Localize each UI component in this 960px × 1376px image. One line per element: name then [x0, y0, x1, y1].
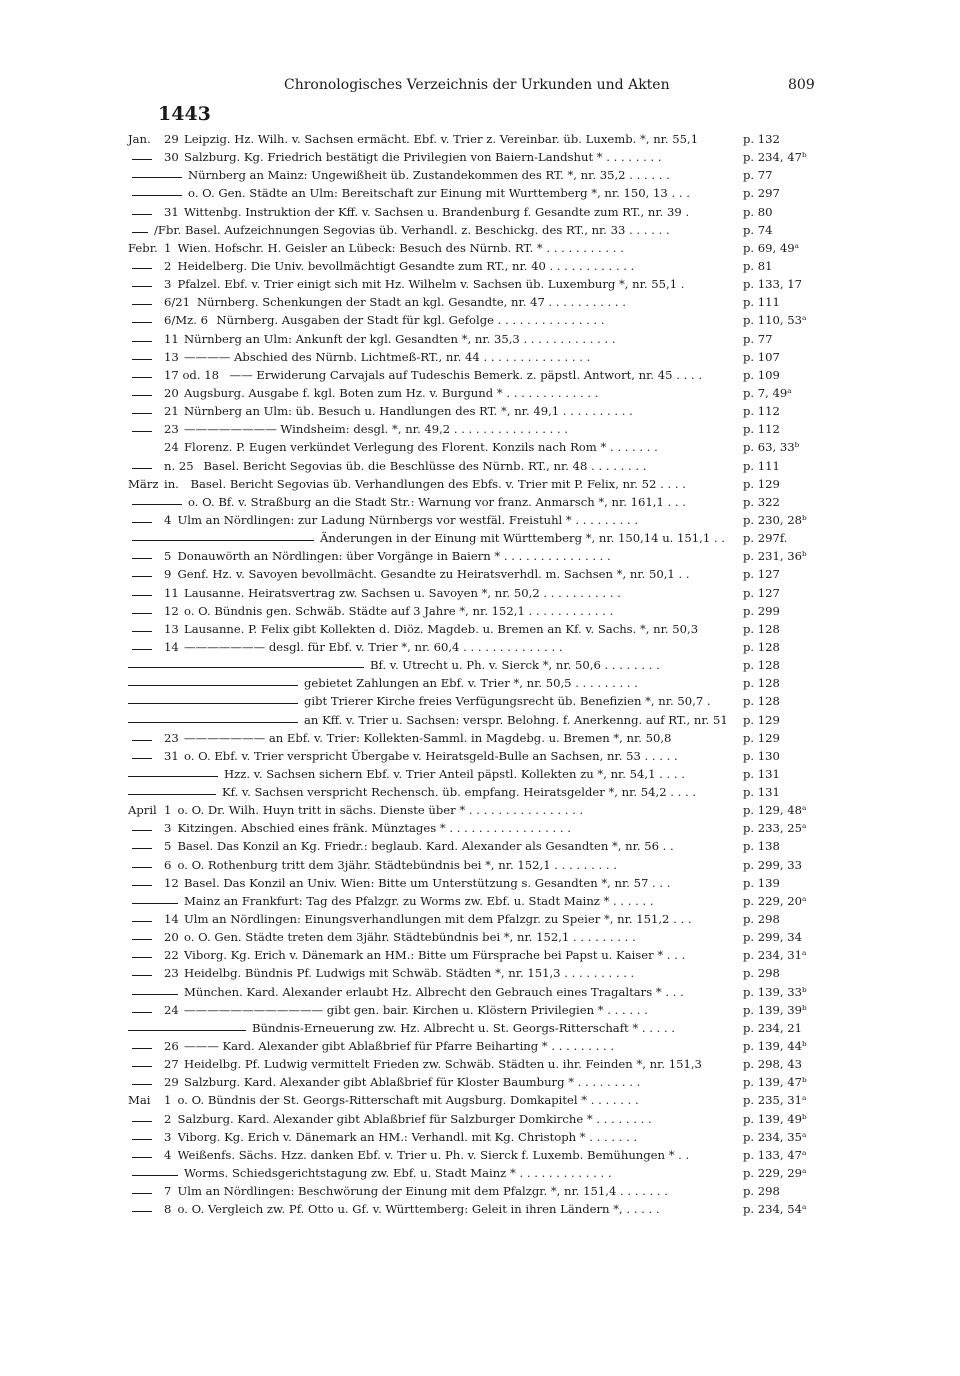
entry-row: [128, 148, 828, 166]
ditto-dash: [132, 558, 152, 559]
entry-page-ref: p. 74: [743, 222, 773, 237]
entry-text: Viborg. Kg. Erich v. Dänemark an HM.: Bitte um Fürsprache bei Papst u. Kaiser * . . .: [184, 948, 686, 963]
ditto-dash: [128, 794, 216, 795]
entry-text: Pfalzel. Ebf. v. Trier einigt sich mit Hz. Wilhelm v. Sachsen üb. Luxemburg *, nr. 55,1 .: [177, 277, 685, 292]
entry-row: [128, 946, 828, 964]
entry-day: 13: [164, 621, 179, 636]
entry-text: o. O. Dr. Wilh. Huyn tritt in sächs. Dienste über * . . . . . . . . . . . . . . . .: [177, 803, 584, 818]
entry-page-ref: p. 299, 34: [743, 930, 803, 945]
entry-page-ref: p. 131: [743, 766, 780, 781]
entry-text: Heidelbg. Pf. Ludwig vermittelt Frieden zw. Schwäb. Städten u. ihr. Feinden *, nr. 151,3: [184, 1057, 702, 1072]
entry-page-ref: p. 133, 17: [743, 277, 803, 292]
entry-text: Donauwörth an Nördlingen: über Vorgänge in Baiern * . . . . . . . . . . . . . . .: [177, 549, 611, 564]
entry-page-ref: p. 139: [743, 875, 780, 890]
entry-page-ref: p. 132: [743, 132, 780, 146]
entry-page-ref: p. 234, 47ᵇ: [743, 150, 807, 165]
entry-text: o. O. Vergleich zw. Pf. Otto u. Gf. v. Württemberg: Geleit in ihren Ländern *, . . . . .: [177, 1202, 660, 1217]
entry-page-ref: p. 129, 48ᵃ: [743, 803, 807, 818]
entry-day: 22: [164, 948, 179, 963]
entry-day: 6/21: [164, 295, 191, 310]
ditto-dash: [132, 468, 152, 469]
entry-day: 21: [164, 404, 179, 419]
entry-row: [128, 674, 828, 692]
entry-page-ref: p. 298: [743, 966, 780, 981]
entry-text: Nürnberg an Ulm: üb. Besuch u. Handlungen des RT. *, nr. 49,1 . . . . . . . . . .: [184, 404, 633, 419]
entry-day: 14: [164, 912, 179, 927]
entry-page-ref: p. 139, 49ᵇ: [743, 1111, 807, 1126]
entry-page-ref: p. 139, 33ᵇ: [743, 984, 807, 999]
entry-row: [128, 348, 828, 366]
entry-row: [128, 620, 828, 638]
entry-page-ref: p. 297: [743, 186, 780, 201]
entry-page-ref: p. 299, 33: [743, 857, 803, 872]
ditto-dash: [132, 595, 152, 596]
entry-row: [128, 892, 828, 910]
entry-text: gebietet Zahlungen an Ebf. v. Trier *, nr. 50,5 . . . . . . . . .: [304, 676, 638, 691]
entry-row: [128, 311, 828, 329]
ditto-dash: [132, 159, 152, 160]
entry-day: 12: [164, 875, 179, 890]
entry-row: [128, 275, 828, 293]
entry-row: [128, 130, 828, 148]
entry-row: [128, 257, 828, 275]
entry-page-ref: p. 298: [743, 1184, 780, 1199]
ditto-dash: [132, 1121, 152, 1122]
entry-day: 2: [164, 258, 172, 273]
ditto-dash: [128, 1030, 246, 1031]
entry-page-ref: p. 110, 53ᵃ: [743, 313, 807, 328]
ditto-dash: [132, 957, 152, 958]
entry-row: [128, 783, 828, 801]
entry-text: ——— Kard. Alexander gibt Ablaßbrief für Pfarre Beiharting * . . . . . . . . .: [184, 1039, 615, 1054]
entry-row: [128, 584, 828, 602]
entry-day: 5: [164, 839, 172, 854]
entry-row: [128, 874, 828, 892]
entry-row: [128, 203, 828, 221]
ditto-dash: [132, 232, 148, 233]
ditto-dash: [128, 685, 298, 686]
ditto-dash: [132, 921, 152, 922]
entry-row: [128, 511, 828, 529]
page-number: 809: [788, 77, 815, 93]
entry-page-ref: p. 133, 47ᵃ: [743, 1147, 807, 1162]
entry-month: April: [128, 803, 157, 818]
entry-row: [128, 1019, 828, 1037]
entry-day: 23: [164, 730, 179, 745]
entry-day: 7: [164, 1184, 172, 1199]
entry-text: Viborg. Kg. Erich v. Dänemark an HM.: Verhandl. mit Kg. Christoph * . . . . . . .: [177, 1129, 638, 1144]
entry-day: 24: [164, 1002, 179, 1017]
ditto-dash: [132, 1157, 152, 1158]
entry-text: o. O. Ebf. v. Trier verspricht Übergabe v. Heiratsgeld-Bulle an Sachsen, nr. 53 . . . . .: [184, 748, 678, 763]
entry-page-ref: p. 128: [743, 694, 780, 709]
entry-page-ref: p. 109: [743, 367, 780, 382]
entry-row: [128, 1200, 828, 1218]
entry-row: [128, 983, 828, 1001]
entry-day: 27: [164, 1057, 179, 1072]
entry-day: 4: [164, 512, 172, 527]
running-header-title: Chronologisches Verzeichnis der Urkunden und Akten: [284, 77, 670, 93]
entry-page-ref: p. 322: [743, 494, 780, 509]
ditto-dash: [128, 776, 218, 777]
entry-day: 14: [164, 639, 179, 654]
ditto-dash: [132, 268, 152, 269]
ditto-dash: [132, 504, 182, 505]
entry-list: [128, 130, 828, 1218]
entry-row: [128, 166, 828, 184]
ditto-dash: [128, 667, 364, 668]
entry-day: 30: [164, 150, 179, 165]
entry-text: Heidelbg. Bündnis Pf. Ludwigs mit Schwäb. Städten *, nr. 151,3 . . . . . . . . . .: [184, 966, 635, 981]
entry-row: [128, 602, 828, 620]
entry-page-ref: p. 77: [743, 168, 773, 183]
entry-row: [128, 819, 828, 837]
ditto-dash: [132, 994, 178, 995]
entry-row: [128, 529, 828, 547]
entry-day: 6: [164, 857, 172, 872]
entry-text: o. O. Bf. v. Straßburg an die Stadt Str.: Warnung vor franz. Anmarsch *, nr. 161,1 . . .: [188, 494, 686, 509]
entry-text: an Kff. v. Trier u. Sachsen: verspr. Belohng. f. Anerkenng. auf RT., nr. 51: [304, 712, 728, 727]
entry-text: ———— Abschied des Nürnb. Lichtmeß-RT., nr. 44 . . . . . . . . . . . . . . .: [184, 349, 591, 364]
entry-text: Änderungen in der Einung mit Württemberg *, nr. 150,14 u. 151,1 . .: [320, 531, 725, 546]
year-heading: 1443: [158, 103, 211, 125]
entry-day: 3: [164, 1129, 172, 1144]
entry-row: [128, 475, 828, 493]
entry-page-ref: p. 129: [743, 712, 780, 727]
entry-page-ref: p. 128: [743, 621, 780, 636]
entry-row: [128, 1164, 828, 1182]
entry-page-ref: p. 7, 49ᵃ: [743, 385, 792, 400]
ditto-dash: [132, 341, 152, 342]
ditto-dash: [132, 903, 178, 904]
ditto-dash: [132, 431, 152, 432]
entry-day: 13: [164, 349, 179, 364]
entry-text: Bündnis-Erneuerung zw. Hz. Albrecht u. St. Georgs-Ritterschaft * . . . . .: [252, 1020, 675, 1035]
ditto-dash: [132, 740, 152, 741]
entry-day: 23: [164, 422, 179, 437]
entry-row: [128, 729, 828, 747]
entry-row: [128, 964, 828, 982]
entry-page-ref: p. 128: [743, 639, 780, 654]
entry-text: o. O. Gen. Städte an Ulm: Bereitschaft zur Einung mit Wurttemberg *, nr. 150, 13 . . .: [188, 186, 690, 201]
entry-day: 12: [164, 603, 179, 618]
ditto-dash: [132, 1139, 152, 1140]
entry-day: 17 od. 18: [164, 367, 219, 382]
entry-row: [128, 1073, 828, 1091]
entry-day: 20: [164, 930, 179, 945]
entry-page-ref: p. 131: [743, 785, 780, 800]
entry-text: Leipzig. Hz. Wilh. v. Sachsen ermächt. Ebf. v. Trier z. Vereinbar. üb. Luxemb. *, nr. 55,1: [184, 132, 699, 146]
entry-text: Kitzingen. Abschied eines fränk. Münztages * . . . . . . . . . . . . . . . . .: [177, 821, 571, 836]
ditto-dash: [132, 975, 152, 976]
entry-page-ref: p. 229, 29ᵃ: [743, 1166, 807, 1181]
ditto-dash: [132, 377, 152, 378]
entry-day: 11: [164, 585, 179, 600]
entry-text: Lausanne. P. Felix gibt Kollekten d. Diöz. Magdeb. u. Bremen an Kf. v. Sachs. *, nr. 50,3: [184, 621, 699, 636]
entry-page-ref: p. 80: [743, 204, 773, 219]
entry-row: [128, 330, 828, 348]
entry-page-ref: p. 230, 28ᵇ: [743, 512, 807, 527]
entry-page-ref: p. 69, 49ᵃ: [743, 240, 800, 255]
entry-day: 5: [164, 549, 172, 564]
ditto-dash: [132, 758, 152, 759]
entry-page-ref: p. 112: [743, 422, 780, 437]
ditto-dash: [132, 939, 152, 940]
entry-day: 1: [164, 1093, 172, 1108]
entry-day: 31: [164, 204, 179, 219]
entry-month: Jan.: [128, 132, 151, 146]
entry-page-ref: p. 63, 33ᵇ: [743, 440, 800, 455]
entry-text: o. O. Bündnis gen. Schwäb. Städte auf 3 Jahre *, nr. 152,1 . . . . . . . . . . . .: [184, 603, 614, 618]
entry-month: Mai: [128, 1093, 151, 1108]
ditto-dash: [128, 722, 298, 723]
entry-page-ref: p. 128: [743, 658, 780, 673]
entry-day: 8: [164, 1202, 172, 1217]
ditto-dash: [132, 613, 152, 614]
entry-page-ref: p. 234, 35ᵃ: [743, 1129, 807, 1144]
entry-day: 9: [164, 567, 172, 582]
entry-page-ref: p. 229, 20ᵃ: [743, 893, 807, 908]
entry-day: 3: [164, 277, 172, 292]
entry-text: Wien. Hofschr. H. Geisler an Lübeck: Besuch des Nürnb. RT. * . . . . . . . . . . .: [177, 240, 624, 255]
entry-text: Augsburg. Ausgabe f. kgl. Boten zum Hz. v. Burgund * . . . . . . . . . . . . .: [184, 385, 599, 400]
entry-day: 31: [164, 748, 179, 763]
entry-text: o. O. Gen. Städte treten dem 3jähr. Städtebündnis bei *, nr. 152,1 . . . . . . . . .: [184, 930, 636, 945]
entry-row: [128, 457, 828, 475]
entry-day: 11: [164, 331, 179, 346]
entry-row: [128, 1146, 828, 1164]
entry-row: [128, 837, 828, 855]
ditto-dash: [132, 1084, 152, 1085]
ditto-dash: [132, 1048, 152, 1049]
entry-text: Basel. Das Konzil an Kg. Friedr.: beglaub. Kard. Alexander als Gesandten *, nr. 56 . .: [177, 839, 674, 854]
entry-text: Nürnberg an Ulm: Ankunft der kgl. Gesandten *, nr. 35,3 . . . . . . . . . . . . .: [184, 331, 616, 346]
entry-row: [128, 856, 828, 874]
ditto-dash: [132, 1193, 152, 1194]
entry-page-ref: p. 111: [743, 458, 780, 473]
entry-row: [128, 402, 828, 420]
entry-text: Salzburg. Kard. Alexander gibt Ablaßbrief für Kloster Baumburg * . . . . . . . . .: [184, 1075, 641, 1090]
entry-page-ref: p. 130: [743, 748, 780, 763]
entry-day: n. 25: [164, 458, 194, 473]
ditto-dash: [132, 1012, 152, 1013]
entry-text: gibt Trierer Kirche freies Verfügungsrecht üb. Benefizien *, nr. 50,7 .: [304, 694, 711, 709]
entry-text: Worms. Schiedsgerichtstagung zw. Ebf. u. Stadt Mainz * . . . . . . . . . . . . .: [184, 1166, 612, 1181]
entry-text: ———————————— gibt gen. bair. Kirchen u. Klöstern Privilegien * . . . . . .: [184, 1002, 648, 1017]
entry-day: 3: [164, 821, 172, 836]
entry-row: [128, 910, 828, 928]
entry-text: Nürnberg. Ausgaben der Stadt für kgl. Gefolge . . . . . . . . . . . . . . .: [216, 313, 605, 328]
entry-page-ref: p. 77: [743, 331, 773, 346]
ditto-dash: [132, 1066, 152, 1067]
entry-row: [128, 928, 828, 946]
entry-text: Florenz. P. Eugen verkündet Verlegung des Florent. Konzils nach Rom * . . . . . . .: [184, 440, 658, 455]
entry-row: [128, 1182, 828, 1200]
entry-row: [128, 1055, 828, 1073]
ditto-dash: [132, 395, 152, 396]
entry-page-ref: p. 129: [743, 476, 780, 491]
entry-row: [128, 366, 828, 384]
entry-text: München. Kard. Alexander erlaubt Hz. Albrecht den Gebrauch eines Tragaltars * . . .: [184, 984, 684, 999]
entry-day: 24: [164, 440, 179, 455]
entry-text: ——————— desgl. für Ebf. v. Trier *, nr. 60,4 . . . . . . . . . . . . . .: [184, 639, 563, 654]
entry-row: [128, 565, 828, 583]
ditto-dash: [132, 830, 152, 831]
entry-text: o. O. Rothenburg tritt dem 3jähr. Städtebündnis bei *, nr. 152,1 . . . . . . . . .: [177, 857, 617, 872]
ditto-dash: [132, 631, 152, 632]
entry-text: Nürnberg an Mainz: Ungewißheit üb. Zustandekommen des RT. *, nr. 35,2 . . . . . .: [188, 168, 670, 183]
entry-text: Ulm an Nördlingen: Einungsverhandlungen mit dem Pfalzgr. zu Speier *, nr. 151,2 . . .: [184, 912, 692, 927]
entry-day: 20: [164, 385, 179, 400]
entry-row: [128, 1091, 828, 1109]
entry-page-ref: p. 138: [743, 839, 780, 854]
ditto-dash: [132, 522, 152, 523]
entry-row: [128, 747, 828, 765]
entry-row: [128, 692, 828, 710]
entry-row: [128, 184, 828, 202]
entry-page-ref: p. 107: [743, 349, 780, 364]
entry-page-ref: p. 298: [743, 912, 780, 927]
entry-text: Lausanne. Heiratsvertrag zw. Sachsen u. Savoyen *, nr. 50,2 . . . . . . . . . . .: [184, 585, 621, 600]
entry-row: [128, 293, 828, 311]
entry-row: [128, 801, 828, 819]
entry-page-ref: p. 139, 47ᵇ: [743, 1075, 807, 1090]
entry-text: ——————— an Ebf. v. Trier: Kollekten-Samml. in Magdebg. u. Bremen *, nr. 50,8: [184, 730, 672, 745]
entry-page-ref: p. 127: [743, 585, 780, 600]
entry-page-ref: p. 299: [743, 603, 780, 618]
entry-page-ref: p. 81: [743, 258, 773, 273]
entry-text: Genf. Hz. v. Savoyen bevollmächt. Gesandte zu Heiratsverhdl. m. Sachsen *, nr. 50,1 . .: [177, 567, 690, 582]
ditto-dash: [132, 649, 152, 650]
ditto-dash: [132, 885, 152, 886]
entry-row: [128, 656, 828, 674]
entry-row: [128, 711, 828, 729]
ditto-dash: [132, 1211, 152, 1212]
entry-row: [128, 384, 828, 402]
entry-page-ref: p. 231, 36ᵇ: [743, 549, 807, 564]
entry-text: Nürnberg. Schenkungen der Stadt an kgl. Gesandte, nr. 47 . . . . . . . . . . .: [197, 295, 626, 310]
ditto-dash: [128, 703, 298, 704]
entry-page-ref: p. 112: [743, 404, 780, 419]
entry-text: ———————— Windsheim: desgl. *, nr. 49,2 . . . . . . . . . . . . . . . .: [184, 422, 569, 437]
ditto-dash: [132, 1175, 178, 1176]
entry-page-ref: p. 298, 43: [743, 1057, 803, 1072]
entry-page-ref: p. 129: [743, 730, 780, 745]
entry-day: 29: [164, 132, 179, 146]
entry-row: [128, 420, 828, 438]
entry-page-ref: p. 235, 31ᵃ: [743, 1093, 807, 1108]
entry-day: 26: [164, 1039, 179, 1054]
entry-day: 2: [164, 1111, 172, 1126]
entry-text: Mainz an Frankfurt: Tag des Pfalzgr. zu Worms zw. Ebf. u. Stadt Mainz * . . . . . .: [184, 893, 654, 908]
entry-text: Kf. v. Sachsen verspricht Rechensch. üb. empfang. Heiratsgelder *, nr. 54,2 . . . .: [222, 785, 697, 800]
ditto-dash: [132, 867, 152, 868]
ditto-dash: [132, 195, 182, 196]
entry-text: Basel. Das Konzil an Univ. Wien: Bitte um Unterstützung s. Gesandten *, nr. 57 . . .: [184, 875, 671, 890]
entry-page-ref: p. 111: [743, 295, 780, 310]
entry-text: Salzburg. Kard. Alexander gibt Ablaßbrief für Salzburger Domkirche * . . . . . . . .: [177, 1111, 652, 1126]
entry-text: /Fbr. Basel. Aufzeichnungen Segovias üb. Verhandl. z. Beschickg. des RT., nr. 33 . . . . . .: [154, 222, 670, 237]
entry-page-ref: p. 233, 25ᵃ: [743, 821, 807, 836]
entry-row: [128, 239, 828, 257]
entry-page-ref: p. 128: [743, 676, 780, 691]
entry-row: [128, 438, 828, 456]
entry-day: 1: [164, 803, 172, 818]
entry-page-ref: p. 139, 44ᵇ: [743, 1039, 807, 1054]
entry-text: o. O. Bündnis der St. Georgs-Ritterschaft mit Augsburg. Domkapitel * . . . . . . .: [177, 1093, 639, 1108]
entry-row: [128, 1001, 828, 1019]
entry-text: —— Erwiderung Carvajals auf Tudeschis Bemerk. z. päpstl. Antwort, nr. 45 . . . .: [229, 367, 703, 382]
entry-day: 23: [164, 966, 179, 981]
entry-day: 4: [164, 1147, 172, 1162]
entry-row: [128, 1128, 828, 1146]
entry-page-ref: p. 234, 31ᵃ: [743, 948, 807, 963]
entry-page-ref: p. 139, 39ᵇ: [743, 1002, 807, 1017]
ditto-dash: [132, 413, 152, 414]
entry-row: [128, 493, 828, 511]
entry-text: Bf. v. Utrecht u. Ph. v. Sierck *, nr. 50,6 . . . . . . . .: [370, 658, 660, 673]
entry-text: Basel. Bericht Segovias üb. Verhandlungen des Ebfs. v. Trier mit P. Felix, nr. 52 . . . .: [190, 476, 686, 491]
entry-row: [128, 221, 828, 239]
entry-row: [128, 1037, 828, 1055]
entry-row: [128, 547, 828, 565]
entry-text: Hzz. v. Sachsen sichern Ebf. v. Trier Anteil päpstl. Kollekten zu *, nr. 54,1 . . . .: [224, 766, 685, 781]
ditto-dash: [132, 304, 152, 305]
entry-page-ref: p. 297f.: [743, 531, 788, 546]
ditto-dash: [132, 359, 152, 360]
entry-day: 6/Mz. 6: [164, 313, 209, 328]
entry-text: Ulm an Nördlingen: zur Ladung Nürnbergs vor westfäl. Freistuhl * . . . . . . . . .: [177, 512, 639, 527]
ditto-dash: [132, 286, 152, 287]
entry-text: Basel. Bericht Segovias üb. die Beschlüsse des Nürnb. RT., nr. 48 . . . . . . . .: [203, 458, 647, 473]
entry-text: Weißenfs. Sächs. Hzz. danken Ebf. v. Trier u. Ph. v. Sierck f. Luxemb. Bemühungen * . .: [177, 1147, 690, 1162]
entry-row: [128, 638, 828, 656]
entry-text: Wittenbg. Instruktion der Kff. v. Sachsen u. Brandenburg f. Gesandte zum RT., nr. 39 .: [184, 204, 690, 219]
entry-month: März: [128, 476, 159, 491]
ditto-dash: [132, 848, 152, 849]
entry-page-ref: p. 127: [743, 567, 780, 582]
ditto-dash: [132, 214, 152, 215]
entry-row: [128, 1110, 828, 1128]
entry-text: Heidelberg. Die Univ. bevollmächtigt Gesandte zum RT., nr. 40 . . . . . . . . . . . .: [177, 258, 635, 273]
ditto-dash: [132, 322, 152, 323]
entry-month: Febr.: [128, 240, 158, 255]
entry-text: Ulm an Nördlingen: Beschwörung der Einung mit dem Pfalzgr. *, nr. 151,4 . . . . . . .: [177, 1184, 668, 1199]
entry-day: 29: [164, 1075, 179, 1090]
entry-day: in.: [164, 476, 179, 491]
ditto-dash: [132, 576, 152, 577]
entry-row: [128, 765, 828, 783]
ditto-dash: [132, 540, 314, 541]
entry-page-ref: p. 234, 54ᵃ: [743, 1202, 807, 1217]
entry-text: Salzburg. Kg. Friedrich bestätigt die Privilegien von Baiern-Landshut * . . . . . . . .: [184, 150, 662, 165]
entry-day: 1: [164, 240, 172, 255]
ditto-dash: [132, 177, 182, 178]
entry-page-ref: p. 234, 21: [743, 1020, 803, 1035]
